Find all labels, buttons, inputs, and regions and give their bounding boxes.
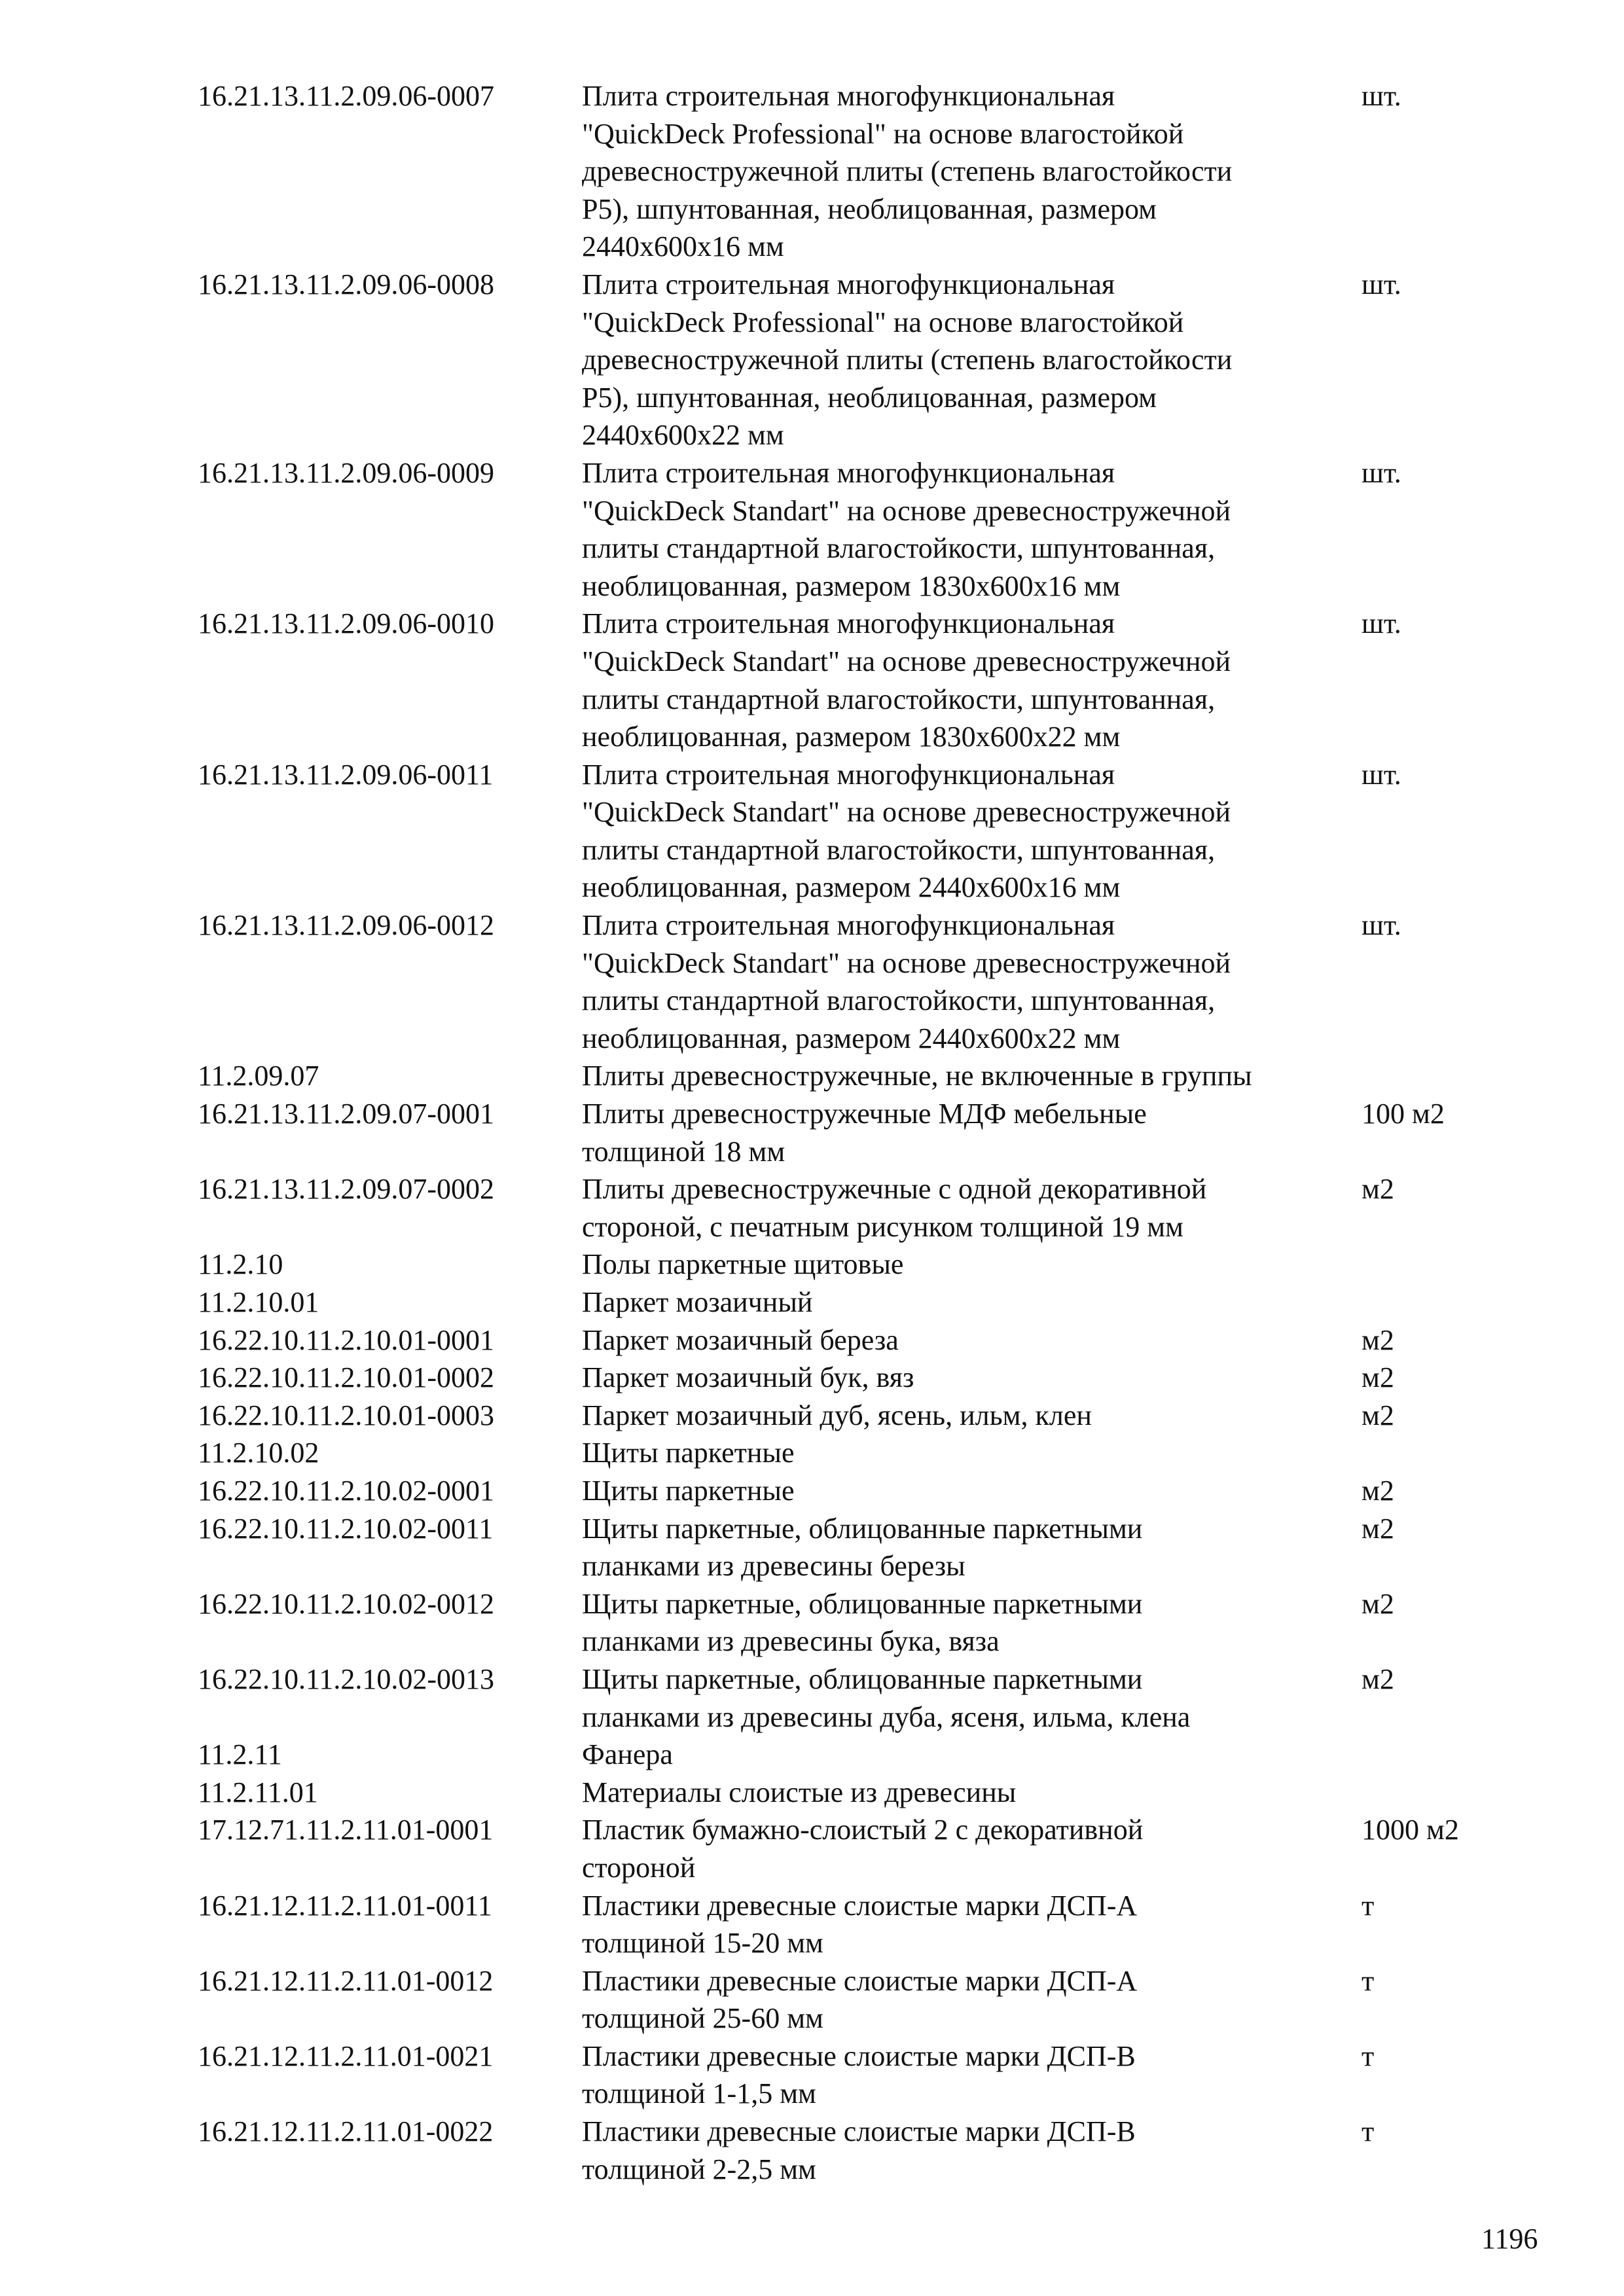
item-code: 16.21.13.11.2.09.06-0012 [198,909,495,942]
item-code: 11.2.10.01 [198,1286,319,1318]
item-code: 16.22.10.11.2.10.02-0012 [198,1587,495,1620]
item-code: 16.21.13.11.2.09.06-0008 [198,268,495,300]
item-unit: шт. [1362,456,1401,489]
item-description: Пластик бумажно-слоистый 2 с декоративной стороной [582,1814,1144,1884]
item-unit: 100 м2 [1362,1098,1445,1130]
item-description: Паркет мозаичный бук, вяз [582,1361,914,1394]
item-code: 16.22.10.11.2.10.01-0001 [198,1323,495,1356]
item-code: 11.2.11 [198,1738,282,1771]
catalog-row [198,77,1507,266]
catalog-row [198,1434,1507,1472]
catalog-row [198,1246,1507,1283]
item-unit: м2 [1362,1512,1394,1545]
item-unit: м2 [1362,1474,1394,1507]
catalog-row [198,1962,1507,2037]
catalog-row [198,1774,1507,1812]
catalog-row [198,1472,1507,1510]
item-unit: м2 [1362,1662,1394,1695]
item-code: 16.22.10.11.2.10.01-0002 [198,1361,495,1394]
item-unit: т [1362,1964,1375,1997]
catalog-row [198,605,1507,755]
item-description: Полы паркетные щитовые [582,1248,904,1281]
price-catalog-list [198,77,1507,2188]
item-description: Паркет мозаичный дуб, ясень, ильм, клен [582,1399,1092,1431]
catalog-row [198,1095,1507,1170]
item-unit: 1000 м2 [1362,1814,1459,1846]
catalog-row [198,1660,1507,1736]
item-description: Материалы слоистые из древесины [582,1776,1017,1808]
catalog-row [198,1736,1507,1774]
item-unit: м2 [1362,1399,1394,1431]
catalog-row [198,1585,1507,1660]
item-code: 11.2.11.01 [198,1776,318,1808]
item-description: Щиты паркетные [582,1474,795,1507]
item-description: Щиты паркетные [582,1437,795,1469]
item-code: 16.21.13.11.2.09.06-0010 [198,607,495,640]
item-code: 16.22.10.11.2.10.02-0013 [198,1662,495,1695]
item-description: Плита строительная многофункциональная "QuickDeck Professional" на основе влагостойкой древесностружечной плиты (степень влагостойкости P5), шпунтованная, необлицованная, размером 2440x600x22 мм [582,268,1233,452]
item-code: 16.21.12.11.2.11.01-0021 [198,2039,494,2072]
catalog-row [198,266,1507,454]
item-code: 16.22.10.11.2.10.01-0003 [198,1399,495,1431]
item-unit: м2 [1362,1323,1394,1356]
item-description: Плита строительная многофункциональная "QuickDeck Professional" на основе влагостойкой древесностружечной плиты (степень влагостойкости P5), шпунтованная, необлицованная, размером 2440x600x16 мм [582,80,1233,263]
item-description: Паркет мозаичный [582,1286,813,1318]
item-code: 11.2.10.02 [198,1437,319,1469]
catalog-row [198,1397,1507,1435]
item-unit: шт. [1362,909,1401,942]
item-unit: шт. [1362,268,1401,300]
item-description: Плиты древесностружечные МДФ мебельные толщиной 18 мм [582,1098,1147,1168]
item-description: Пластики древесные слоистые марки ДСП-А толщиной 25-60 мм [582,1964,1138,2035]
catalog-row [198,906,1507,1057]
item-code: 16.21.12.11.2.11.01-0012 [198,1964,494,1997]
item-description: Плита строительная многофункциональная "QuickDeck Standart" на основе древесностружечной плиты стандартной влагостойкости, шпунтованная, необлицованная, размером 2440x600x16 мм [582,758,1231,904]
item-unit: шт. [1362,758,1401,791]
catalog-row [198,1283,1507,1321]
catalog-row [198,1321,1507,1359]
item-description: Пластики древесные слоистые марки ДСП-В толщиной 2-2,5 мм [582,2115,1136,2185]
catalog-row [198,2113,1507,2188]
item-code: 16.22.10.11.2.10.02-0001 [198,1474,495,1507]
item-code: 16.21.13.11.2.09.07-0002 [198,1173,495,1206]
item-unit: т [1362,2115,1375,2148]
item-unit: шт. [1362,80,1401,112]
item-description: Пластики древесные слоистые марки ДСП-А толщиной 15-20 мм [582,1889,1138,1960]
item-code: 16.22.10.11.2.10.02-0011 [198,1512,494,1545]
catalog-row [198,2037,1507,2113]
item-description: Фанера [582,1738,673,1771]
catalog-row [198,454,1507,605]
item-code: 16.21.12.11.2.11.01-0022 [198,2115,494,2148]
item-unit: м2 [1362,1173,1394,1206]
item-description: Плита строительная многофункциональная "QuickDeck Standart" на основе древесностружечной плиты стандартной влагостойкости, шпунтованная, необлицованная, размером 2440x600x22 мм [582,909,1231,1054]
item-unit: м2 [1362,1361,1394,1394]
item-description: Плита строительная многофункциональная "QuickDeck Standart" на основе древесностружечной плиты стандартной влагостойкости, шпунтованная, необлицованная, размером 1830x600x22 мм [582,607,1231,753]
item-unit: т [1362,2039,1375,2072]
catalog-row [198,756,1507,906]
item-description: Щиты паркетные, облицованные паркетными планками из древесины бука, вяза [582,1587,1143,1658]
item-description: Плиты древесностружечные с одной декоративной стороной, с печатным рисунком толщиной 19 мм [582,1173,1207,1243]
catalog-row [198,1510,1507,1585]
item-code: 11.2.10 [198,1248,283,1281]
item-description: Плита строительная многофункциональная "QuickDeck Standart" на основе древесностружечной плиты стандартной влагостойкости, шпунтованная, необлицованная, размером 1830x600x16 мм [582,456,1231,602]
item-description: Щиты паркетные, облицованные паркетными планками из древесины березы [582,1512,1143,1583]
catalog-row [198,1170,1507,1246]
item-description: Пластики древесные слоистые марки ДСП-В толщиной 1-1,5 мм [582,2039,1136,2110]
page-number: 1196 [1481,2223,1538,2255]
item-code: 17.12.71.11.2.11.01-0001 [198,1814,494,1846]
item-code: 11.2.09.07 [198,1060,319,1092]
catalog-row [198,1359,1507,1397]
item-unit: м2 [1362,1587,1394,1620]
item-code: 16.21.13.11.2.09.06-0009 [198,456,495,489]
item-description: Плиты древесностружечные, не включенные в группы [582,1060,1252,1092]
item-unit: шт. [1362,607,1401,640]
item-code: 16.21.12.11.2.11.01-0011 [198,1889,492,1922]
item-code: 16.21.13.11.2.09.06-0007 [198,80,495,112]
item-description: Паркет мозаичный береза [582,1323,899,1356]
item-code: 16.21.13.11.2.09.07-0001 [198,1098,495,1130]
catalog-row [198,1811,1507,1886]
item-description: Щиты паркетные, облицованные паркетными планками из древесины дуба, ясеня, ильма, клена [582,1662,1191,1733]
item-unit: т [1362,1889,1375,1922]
catalog-row [198,1887,1507,1962]
item-code: 16.21.13.11.2.09.06-0011 [198,758,494,791]
catalog-row [198,1057,1507,1095]
